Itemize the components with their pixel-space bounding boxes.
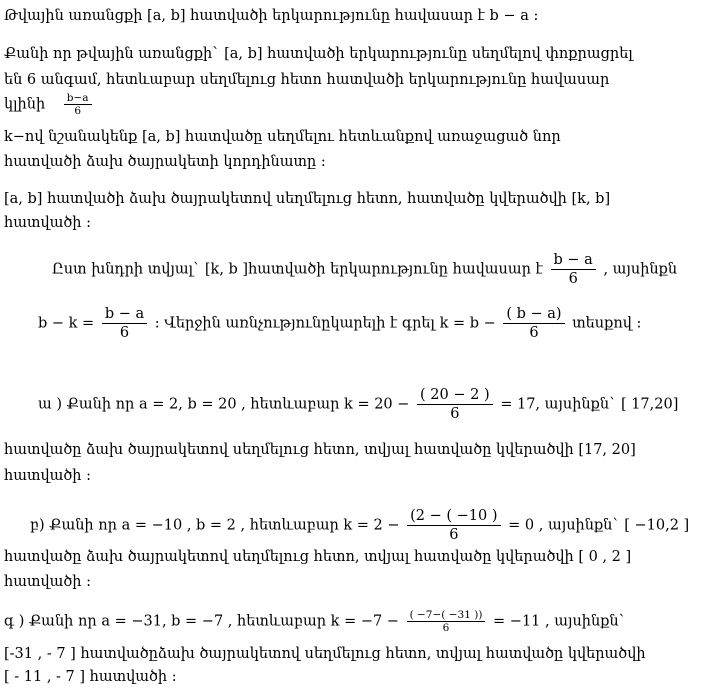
paragraph-3-line-2: հատվածի ձախ ծայրակետի կորդինատը :	[4, 154, 326, 170]
line-text: : Վերջին առնչությունըկարելի է գրել k = b −	[154, 315, 496, 332]
fraction	[551, 251, 596, 288]
fraction-numerator: ( −7−( −31 ))	[407, 609, 486, 622]
case-a-line-2: հատվածը ձախ ծայրակետով սեղմելուց հետո, տվյալ հատվածը կվերածվի [17, 20]	[4, 442, 636, 458]
fraction-numerator: (2 − ( −10 )	[407, 507, 500, 526]
fraction-numerator: b−a	[64, 92, 92, 105]
line-text: բ) Քանի որ a = −10 , b = 2 , հետևաբար k = 2 −	[30, 517, 400, 534]
fraction-denominator: 6	[119, 325, 130, 341]
line-text: ա ) Քանի որ a = 2, b = 20 , հետևաբար k = 20 −	[38, 396, 410, 413]
line-text: = 0 , այսինքն` [ −10,2 ]	[508, 517, 690, 534]
fraction-denominator: 6	[450, 406, 460, 422]
fraction-denominator: 6	[442, 622, 450, 634]
paragraph-6	[38, 305, 641, 342]
line-text: , այսինքն	[603, 261, 678, 278]
line-text: կլինի	[4, 96, 46, 113]
fraction	[417, 386, 493, 423]
case-c-line-1	[4, 609, 626, 634]
fraction	[64, 92, 92, 117]
case-c-line-3: [ - 11 , - 7 ] հատվածի :	[4, 669, 177, 685]
case-b-line-2: հատվածը ձախ ծայրակետով սեղմելուց հետո, տվյալ հատվածը կվերածվի [ 0 , 2 ]	[4, 549, 632, 565]
fraction-denominator: 6	[449, 527, 459, 543]
paragraph-4-line-1: [a, b] հատվածի ձախ ծայրակետով սեղմելուց հետո, հատվածը կվերածվի [k, b]	[4, 191, 611, 207]
fraction	[503, 305, 564, 342]
fraction-numerator: ( 20 − 2 )	[417, 386, 493, 405]
line-text: տեսքով :	[572, 315, 642, 332]
paragraph-2-line-3	[4, 92, 95, 117]
fraction-numerator: ( b − a)	[503, 305, 564, 324]
case-a-line-3: հատվածի :	[4, 468, 91, 484]
fraction-denominator: 6	[529, 325, 539, 341]
fraction	[102, 305, 147, 342]
paragraph-4-line-2: հատվածի :	[4, 215, 91, 231]
statement-line: Թվային առանցքի [a, b] հատվածի երկարությունը հավասար է b − a :	[4, 8, 539, 24]
paragraph-5	[52, 251, 677, 288]
fraction	[407, 507, 500, 544]
fraction-denominator: 6	[568, 271, 578, 287]
line-text: b − k =	[38, 315, 95, 332]
fraction-denominator: 6	[74, 105, 81, 117]
fraction	[407, 609, 486, 634]
line-text: գ ) Քանի որ a = −31, b = −7 , հետևաբար k = −7 −	[4, 613, 399, 630]
line-text: Ըստ խնդրի տվյալ` [k, b ]հատվածի երկարությունը հավասար է	[52, 261, 543, 278]
paragraph-2-line-1: Քանի որ թվային առանցքի` [a, b] հատվածի երկարությունը սեղմելով փոքրացրել	[4, 46, 633, 62]
case-b-line-3: հատվածի :	[4, 574, 91, 590]
paragraph-2-line-2: են 6 անգամ, հետևաբար սեղմելուց հետո հատվածի երկարությունը հավասար	[4, 72, 610, 88]
line-text: = 17, այսինքն` [ 17,20]	[500, 396, 679, 413]
fraction-numerator: b − a	[551, 251, 596, 270]
line-text: = −11 , այսինքն`	[493, 613, 626, 630]
fraction-numerator: b − a	[102, 305, 147, 324]
case-a-line-1	[38, 386, 678, 423]
case-b-line-1	[30, 507, 689, 544]
case-c-line-2: [-31 , - 7 ] հատվածըձախ ծայրակետով սեղմելուց հետո, տվյալ հատվածը կվերածվի	[4, 646, 646, 662]
paragraph-3-line-1: k−ով նշանակենք [a, b] հատվածը սեղմելու հետևանքով առաջացած նոր	[4, 129, 561, 145]
